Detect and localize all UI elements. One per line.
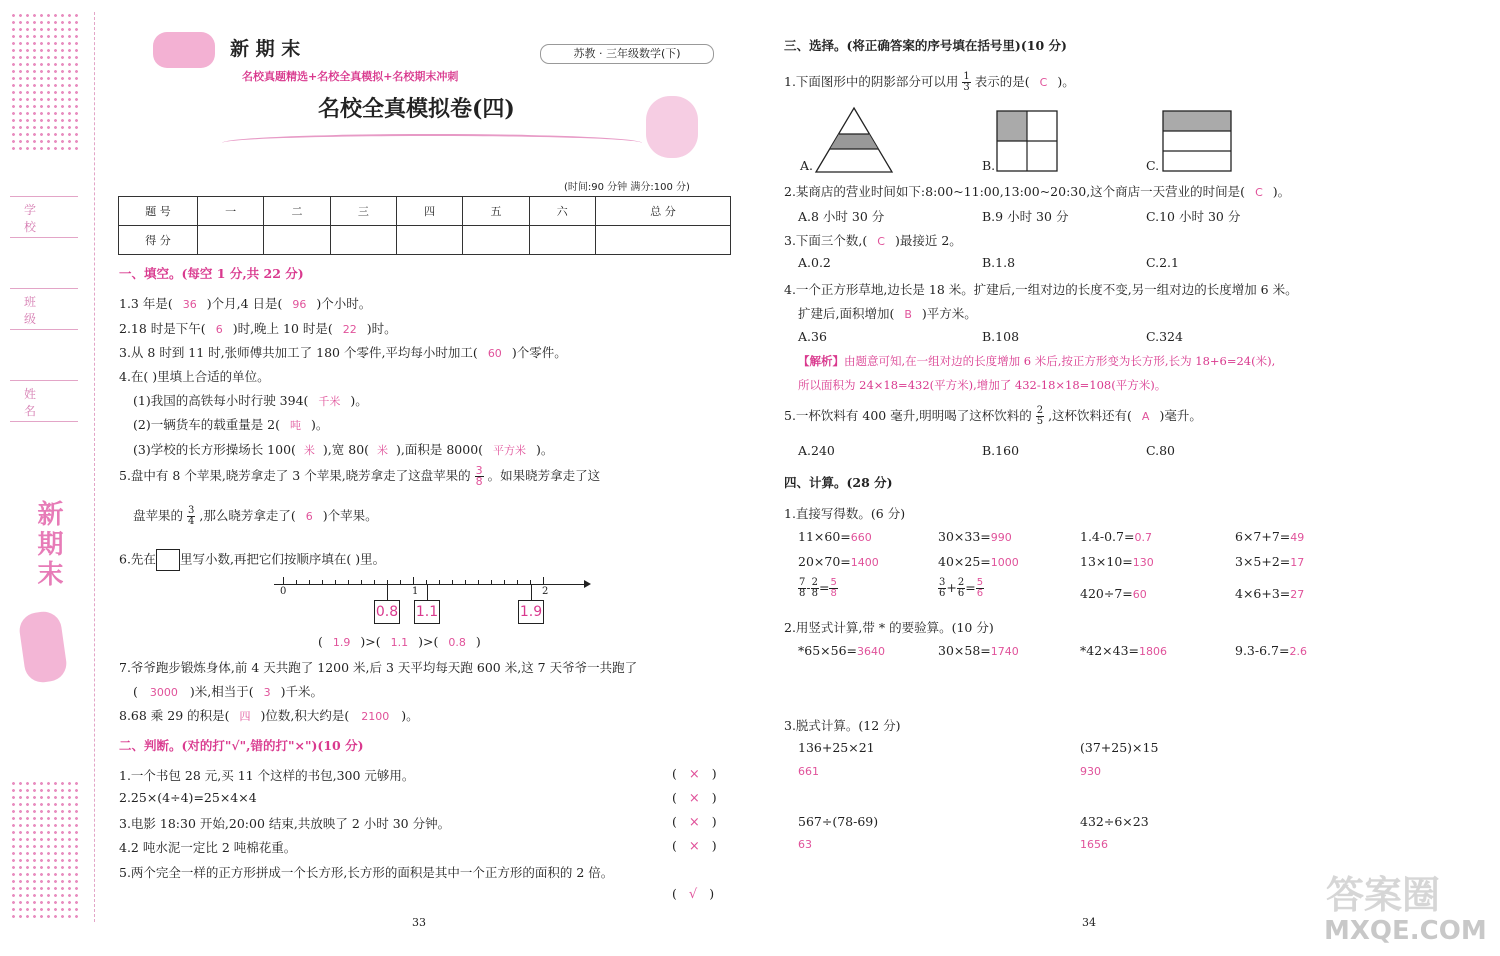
page-title: 名校全真模拟卷(四) <box>318 96 515 122</box>
section2-heading: 二、判断。(对的打"√",错的打"×")(10 分) <box>119 738 364 753</box>
edition-badge: 苏教 · 三年级数学(下) <box>540 44 714 64</box>
calc-item: 30×58=1740 <box>938 643 1019 658</box>
number-line-tick <box>413 577 414 585</box>
q3-5: 5.一杯饮料有 400 毫升,明明喝了这杯饮料的 $\frac{2}{5}$ ,这杯饮料还有( A )毫升。 <box>784 405 1202 427</box>
section1-heading: 一、填空。(每空 1 分,共 22 分) <box>119 266 304 281</box>
number-line-tick <box>309 580 310 585</box>
analysis-line1: 【解析】由题意可知,在一组对边的长度增加 6 米后,按正方形变为长方形,长为 18+6=24(米), <box>798 354 1276 368</box>
judge-item: 4.2 吨水泥一定比 2 吨棉花重。 <box>119 840 297 855</box>
q1-6: 6.先在 里写小数,再把它们按顺序填在( )里。 <box>119 549 385 571</box>
score-cell: 一 <box>198 197 264 226</box>
tick-label: 1 <box>412 586 419 597</box>
score-input[interactable] <box>463 226 529 255</box>
option: C.2.1 <box>1146 255 1179 270</box>
number-line-tick <box>478 580 479 585</box>
calc-p1-heading: 1.直接写得数。(6 分) <box>784 506 906 521</box>
score-cell: 得 分 <box>119 226 198 255</box>
calc-item: 11×60=660 <box>798 529 872 544</box>
watermark-logo: 答案圈 <box>1326 873 1441 917</box>
calc-item: 6×7+7=49 <box>1235 529 1305 544</box>
calc-item: 1.4-0.7=0.7 <box>1080 529 1152 544</box>
q1-6-order: ( 1.9 )>( 1.1 )>( 0.8 ) <box>318 634 481 649</box>
section3-heading: 三、选择。(将正确答案的序号填在括号里)(10 分) <box>784 38 1067 53</box>
sidebar-dots-bottom <box>10 780 78 918</box>
page-number-right: 34 <box>1082 916 1096 929</box>
number-line-tick <box>348 580 349 585</box>
calc-item: *65×56=3640 <box>798 643 886 658</box>
square-figure <box>996 110 1058 172</box>
section4-heading: 四、计算。(28 分) <box>784 475 893 490</box>
number-line <box>274 584 586 585</box>
brand-logo-icon <box>153 32 215 68</box>
time-score: (时间:90 分钟 满分:100 分) <box>564 182 690 193</box>
calc-item: 20×70=1400 <box>798 554 879 569</box>
q1-2: 2.18 时是下午( 6 )时,晚上 10 时是( 22 )时。 <box>119 321 397 336</box>
mascot-icon <box>646 96 698 158</box>
number-line-box: 0.8 <box>374 600 400 624</box>
number-line-tick <box>517 580 518 585</box>
name-field: 姓 名 <box>10 380 78 422</box>
school-field: 学 校 <box>10 196 78 238</box>
judge-item: 3.电影 18:30 开始,20:00 结束,共放映了 2 小时 30 分钟。 <box>119 816 451 831</box>
score-cell: 六 <box>529 197 595 226</box>
option: B.9 小时 30 分 <box>982 209 1069 224</box>
judge-item: 5.两个完全一样的正方形拼成一个长方形,长方形的面积是其中一个正方形的面积的 2 倍。 <box>119 865 614 880</box>
number-line-tick <box>465 580 466 585</box>
score-input[interactable] <box>396 226 462 255</box>
judge-answer: ( × ) <box>672 766 717 782</box>
calc-item: 3×5+2=17 <box>1235 554 1305 569</box>
tagline: 名校真题精选+名校全真模拟+名校期末冲刺 <box>242 70 459 83</box>
judge-answer: ( × ) <box>672 814 717 830</box>
number-line-tick <box>439 580 440 585</box>
sidebar-logo-icon <box>17 609 68 684</box>
q1-4-2: (2)一辆货车的载重量是 2( 吨 )。 <box>133 417 329 432</box>
calc-item: *42×43=1806 <box>1080 643 1168 658</box>
expression: 136+25×21 <box>798 740 875 755</box>
sidebar-dots-top <box>10 12 78 154</box>
calc-p2-heading: 2.用竖式计算,带 * 的要验算。(10 分) <box>784 620 994 635</box>
watermark-url: MXQE.COM <box>1324 916 1487 946</box>
option: A.240 <box>798 443 835 458</box>
option-label: A. <box>800 158 814 173</box>
number-line-tick <box>361 580 362 585</box>
option: A.0.2 <box>798 255 831 270</box>
judge-answer: ( √ ) <box>672 886 715 902</box>
expression-answer: 661 <box>798 765 819 778</box>
option: A.8 小时 30 分 <box>798 209 885 224</box>
score-table <box>118 196 731 255</box>
q1-7a: 7.爷爷跑步锻炼身体,前 4 天共跑了 1200 米,后 3 天平均每天跑 600 米,这 7 天爷爷一共跑了 <box>119 660 638 675</box>
number-line-tick <box>543 577 544 585</box>
binding-line <box>94 12 95 922</box>
score-input[interactable] <box>529 226 595 255</box>
q1-7b: ( 3000 )米,相当于( 3 )千米。 <box>133 684 324 699</box>
number-line-tick <box>491 580 492 585</box>
q3-4a: 4.一个正方形草地,边长是 18 米。扩建后,一组对边的长度不变,另一组对边的长度增加 6 米。 <box>784 282 1298 297</box>
q1-5a: 5.盘中有 8 个苹果,晓芳拿走了 3 个苹果,晓芳拿走了这盘苹果的 $\frac{3}{8}$ 。如果晓芳拿走了这 <box>119 464 601 488</box>
score-cell: 三 <box>330 197 396 226</box>
class-field: 班 级 <box>10 288 78 330</box>
number-line-tick <box>504 580 505 585</box>
page-number-left: 33 <box>412 916 426 929</box>
analysis-line2: 所以面积为 24×18=432(平方米),增加了 432-18×18=108(平方米)。 <box>798 378 1167 392</box>
calc-item: 9.3-6.7=2.6 <box>1235 643 1307 658</box>
q3-2: 2.某商店的营业时间如下:8:00~11:00,13:00~20:30,这个商店一天营业的时间是( C )。 <box>784 184 1291 199</box>
option: B.108 <box>982 329 1020 344</box>
number-line-tick <box>283 577 284 585</box>
tick-label: 0 <box>280 586 287 597</box>
expression-answer: 930 <box>1080 765 1101 778</box>
option: A.36 <box>798 329 827 344</box>
option: B.160 <box>982 443 1020 458</box>
triangle-figure <box>814 106 894 174</box>
score-input[interactable] <box>264 226 330 255</box>
number-line-tick <box>452 580 453 585</box>
q3-4b: 扩建后,面积增加( B )平方米。 <box>798 306 977 321</box>
calc-item: 40×25=1000 <box>938 554 1019 569</box>
score-cell: 四 <box>396 197 462 226</box>
number-line-tick <box>400 580 401 585</box>
option: C.324 <box>1146 329 1183 344</box>
expression-answer: 63 <box>798 838 812 851</box>
q1-4-stem: 4.在( )里填上合适的单位。 <box>119 369 270 384</box>
score-cell: 五 <box>463 197 529 226</box>
q1-5b: 盘苹果的 $\frac{3}{4}$ ,那么晓芳拿走了( 6 )个苹果。 <box>133 505 378 527</box>
option: B.1.8 <box>982 255 1016 270</box>
number-line-tick <box>374 580 375 585</box>
q1-4-1: (1)我国的高铁每小时行驶 394( 千米 )。 <box>133 393 368 408</box>
expression-answer: 1656 <box>1080 838 1108 851</box>
calc-item: 13×10=130 <box>1080 554 1154 569</box>
q3-3: 3.下面三个数,( C )最接近 2。 <box>784 233 962 248</box>
number-line-pointer <box>427 585 428 600</box>
number-line-tick <box>322 580 323 585</box>
option: C.80 <box>1146 443 1175 458</box>
q1-1: 1.3 年是( 36 )个月,4 日是( 96 )个小时。 <box>119 296 372 311</box>
number-line-pointer <box>531 585 532 600</box>
tick-label: 2 <box>542 586 549 597</box>
number-line-pointer <box>387 585 388 600</box>
calc-fraction: $\frac{7}{8}$ - $\frac{2}{8}$ = $\frac{5}{8}$ <box>799 577 837 599</box>
number-line-box: 1.9 <box>518 600 544 624</box>
expression: 432÷6×23 <box>1080 814 1149 829</box>
brand-name: 新 期 末 <box>230 38 301 60</box>
score-cell: 题 号 <box>119 197 198 226</box>
q1-3: 3.从 8 时到 11 时,张师傅共加工了 180 个零件,平均每小时加工( 60 )个零件。 <box>119 345 567 360</box>
q3-1: 1.下面图形中的阴影部分可以用 $\frac{1}{3}$ 表示的是( C )。 <box>784 71 1075 93</box>
number-line-tick <box>296 580 297 585</box>
number-line-arrow-icon <box>584 580 591 588</box>
option-label: C. <box>1146 158 1160 173</box>
judge-item: 1.一个书包 28 元,买 11 个这样的书包,300 元够用。 <box>119 768 415 783</box>
judge-item: 2.25×(4÷4)=25×4×4 <box>119 790 257 805</box>
option-label: B. <box>982 158 996 173</box>
score-cell: 二 <box>264 197 330 226</box>
q1-4-3: (3)学校的长方形操场长 100( 米 ),宽 80( 米 ),面积是 8000( 平方米 )。 <box>133 442 554 457</box>
answer-box-icon <box>156 549 180 571</box>
number-line-box: 1.1 <box>414 600 440 624</box>
title-swoosh <box>222 134 642 152</box>
expression: 567÷(78-69) <box>798 814 879 829</box>
calc-item: 4×6+3=27 <box>1235 586 1305 601</box>
rectangle-figure <box>1162 110 1232 172</box>
judge-answer: ( × ) <box>672 790 717 806</box>
sidebar-vertical-brand: 新期末 <box>33 500 63 590</box>
score-cell: 总 分 <box>595 197 730 226</box>
option: C.10 小时 30 分 <box>1146 209 1241 224</box>
calc-item: 30×33=990 <box>938 529 1012 544</box>
number-line-tick <box>335 580 336 585</box>
q1-8: 8.68 乘 29 的积是( 四 )位数,积大约是( 2100 )。 <box>119 708 419 723</box>
score-input[interactable] <box>595 226 730 255</box>
calc-item: 420÷7=60 <box>1080 586 1147 601</box>
score-input[interactable] <box>198 226 264 255</box>
calc-p3-heading: 3.脱式计算。(12 分) <box>784 718 901 733</box>
calc-fraction: $\frac{3}{6}$ + $\frac{2}{6}$ = $\frac{5}{6}$ <box>939 577 984 599</box>
score-input[interactable] <box>330 226 396 255</box>
expression: (37+25)×15 <box>1080 740 1159 755</box>
judge-answer: ( × ) <box>672 838 717 854</box>
